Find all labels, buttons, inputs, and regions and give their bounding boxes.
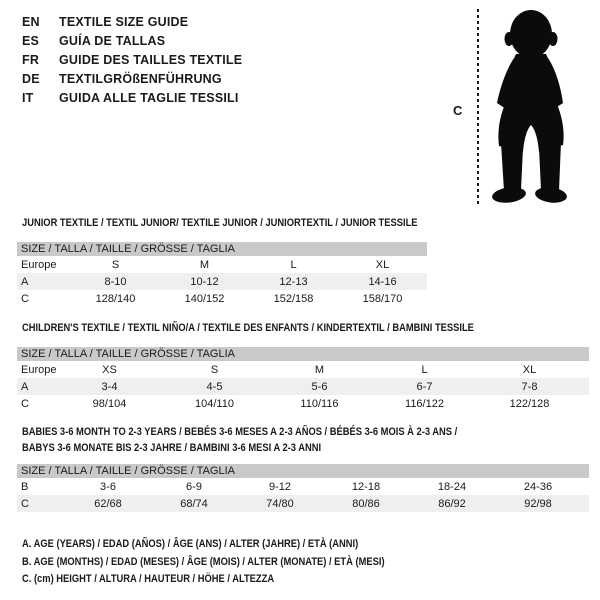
table-row xyxy=(17,256,427,273)
size-header-bar: SIZE / TALLA / TAILLE / GRÖSSE / TAGLIA xyxy=(17,347,589,361)
size-header-bar: SIZE / TALLA / TAILLE / GRÖSSE / TAGLIA xyxy=(17,242,427,256)
language-code: FR xyxy=(22,53,40,67)
language-title: GUIDA ALLE TAGLIE TESSILI xyxy=(59,91,239,105)
table-cell: 86/92 xyxy=(438,497,466,510)
table-cell: 6-9 xyxy=(186,480,202,493)
table-cell: 122/128 xyxy=(509,397,550,410)
table-cell: 140/152 xyxy=(184,292,225,305)
table-cell: 80/86 xyxy=(352,497,380,510)
height-measure-dotted-line xyxy=(477,9,479,206)
table-row xyxy=(17,395,589,412)
row-label: C xyxy=(21,497,29,510)
row-label: A xyxy=(21,275,29,288)
table-cell: 9-12 xyxy=(268,480,292,493)
table-cell: 128/140 xyxy=(95,292,136,305)
table-filler-cell xyxy=(582,395,589,412)
table-cell: 104/110 xyxy=(195,397,234,410)
row-label: B xyxy=(21,480,29,493)
table-cell: 10-12 xyxy=(190,275,219,288)
row-label: Europe xyxy=(21,363,57,376)
language-title: TEXTILGRÖßENFÜHRUNG xyxy=(59,72,222,86)
junior-size-table xyxy=(17,242,427,307)
size-header-bar: SIZE / TALLA / TAILLE / GRÖSSE / TAGLIA xyxy=(17,464,589,478)
table-cell: 8-10 xyxy=(104,275,127,288)
row-label: Europe xyxy=(21,258,57,271)
children-section-title: CHILDREN'S TEXTILE / TEXTIL NIÑO/A / TEXTILE DES ENFANTS / KINDERTEXTIL / BAMBINI TESSILE xyxy=(22,322,474,334)
baby-silhouette-image xyxy=(483,8,575,206)
language-code: IT xyxy=(22,91,34,105)
table-row xyxy=(17,290,427,307)
table-row xyxy=(17,478,589,495)
table-row xyxy=(17,378,589,395)
table-row xyxy=(17,361,589,378)
row-label: A xyxy=(21,380,29,393)
language-code: DE xyxy=(22,72,40,86)
table-cell: 92/98 xyxy=(524,497,552,510)
babies-size-table xyxy=(17,464,589,512)
figure-height-label: C xyxy=(453,103,463,118)
table-cell: 24-36 xyxy=(523,480,553,493)
table-cell: 98/104 xyxy=(92,397,127,410)
baby-figure-area xyxy=(445,0,595,215)
table-cell: 6-7 xyxy=(416,380,433,393)
note-height-cm: C. (cm) HEIGHT / ALTURA / HAUTEUR / HÖHE / ALTEZZA xyxy=(22,573,275,585)
table-cell: 5-6 xyxy=(311,380,328,393)
table-row xyxy=(17,273,427,290)
table-cell: 18-24 xyxy=(437,480,467,493)
table-filler-cell xyxy=(581,478,589,495)
language-title: GUIDE DES TAILLES TEXTILE xyxy=(59,53,243,67)
language-list xyxy=(22,13,242,108)
table-cell: 68/74 xyxy=(180,497,208,510)
table-cell: 14-16 xyxy=(368,275,397,288)
table-cell: M xyxy=(199,258,210,271)
language-code: ES xyxy=(22,34,40,48)
table-cell: M xyxy=(314,363,325,376)
table-filler-cell xyxy=(582,361,589,378)
language-row-en xyxy=(22,13,242,32)
table-filler-cell xyxy=(582,378,589,395)
table-cell: 74/80 xyxy=(266,497,294,510)
table-row xyxy=(17,495,589,512)
language-row-it xyxy=(22,89,242,108)
table-cell: 62/68 xyxy=(94,497,122,510)
language-title: GUÍA DE TALLAS xyxy=(59,34,166,48)
language-title: TEXTILE SIZE GUIDE xyxy=(59,15,189,29)
table-cell: S xyxy=(210,363,219,376)
language-row-fr xyxy=(22,51,242,70)
table-cell: L xyxy=(290,258,297,271)
table-cell: 12-13 xyxy=(279,275,308,288)
table-cell: 152/158 xyxy=(273,292,314,305)
language-code: EN xyxy=(22,15,40,29)
row-label: C xyxy=(21,397,29,410)
babies-section-title xyxy=(22,424,457,456)
table-cell: 3-6 xyxy=(100,480,116,493)
table-cell: 12-18 xyxy=(351,480,381,493)
table-cell: 116/122 xyxy=(405,397,444,410)
legend-notes xyxy=(22,536,385,589)
table-cell: 3-4 xyxy=(101,380,118,393)
table-cell: XS xyxy=(102,363,117,376)
table-cell: 110/116 xyxy=(300,397,339,410)
table-cell: S xyxy=(111,258,120,271)
table-cell: XL xyxy=(522,363,537,376)
table-cell: 158/170 xyxy=(362,292,403,305)
table-filler-cell xyxy=(581,495,589,512)
babies-title-line1: BABIES 3-6 MONTH TO 2-3 YEARS / BEBÉS 3-6 MESES A 2-3 AÑOS / BÉBÉS 3-6 MOIS À 2-3 ANS / xyxy=(22,426,458,438)
note-age-years: A. AGE (YEARS) / EDAD (AÑOS) / ÂGE (ANS) / ALTER (JAHRE) / ETÀ (ANNI) xyxy=(22,538,359,550)
table-cell: L xyxy=(421,363,428,376)
table-cell: 7-8 xyxy=(521,380,538,393)
note-age-months: B. AGE (MONTHS) / EDAD (MESES) / ÂGE (MOIS) / ALTER (MONATE) / ETÀ (MESI) xyxy=(22,555,385,568)
language-row-es xyxy=(22,32,242,51)
children-size-table xyxy=(17,347,589,412)
babies-title-line2: BABYS 3-6 MONATE BIS 2-3 JAHRE / BAMBINI 3-6 MESI A 2-3 ANNI xyxy=(22,442,322,454)
row-label: C xyxy=(21,292,29,305)
table-cell: XL xyxy=(375,258,390,271)
table-cell: 4-5 xyxy=(206,380,223,393)
junior-section-title: JUNIOR TEXTILE / TEXTIL JUNIOR/ TEXTILE JUNIOR / JUNIORTEXTIL / JUNIOR TESSILE xyxy=(22,217,418,229)
language-row-de xyxy=(22,70,242,89)
